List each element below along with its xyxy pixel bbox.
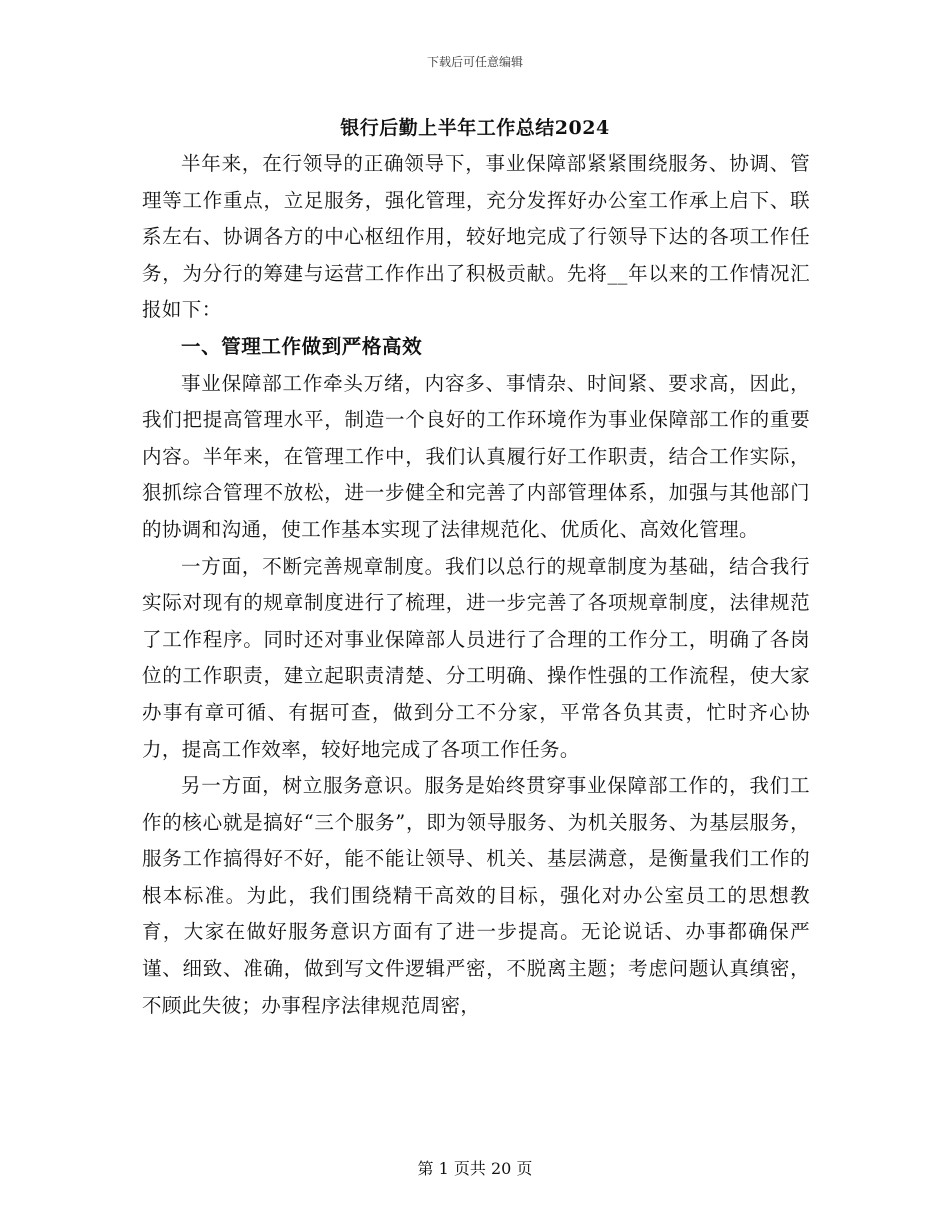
paragraph-management: 事业保障部工作牵头万绪，内容多、事情杂、时间紧、要求高，因此，我们把提高管理水平，制造一个良好的工作环境作为事业保障部工作的重要内容。半年来，在管理工作中，我们认真履行好工作职责，结合工作实际，狠抓综合管理不放松，进一步健全和完善了内部管理体系，加强与其他部门的协调和沟通，使工作基本实现了法律规范化、优质化、高效化管理。 bbox=[142, 371, 810, 541]
section-heading-1: 一、管理工作做到严格高效 bbox=[181, 334, 423, 358]
document-title: 银行后勤上半年工作总结2024 bbox=[340, 117, 610, 139]
paragraph-service: 另一方面，树立服务意识。服务是始终贯穿事业保障部工作的，我们工作的核心就是搞好“三个服务”，即为领导服务、为机关服务、为基层服务，服务工作搞得好不好，能不能让领导、机关、基层满意，是衡量我们工作的根本标准。为此，我们围绕精干高效的目标，强化对办公室员工的思想教育，大家在做好服务意识方面有了进一步提高。无论说话、办事都确保严谨、细致、准确，做到写文件逻辑严密，不脱离主题；考虑问题认真缜密，不顾此失彼；办事程序法律规范周密， bbox=[142, 774, 810, 1017]
intro-paragraph: 半年来，在行领导的正确领导下，事业保障部紧紧围绕服务、协调、管理等工作重点，立足服务，强化管理，充分发挥好办公室工作承上启下、联系左右、协调各方的中心枢纽作用，较好地完成了行领导下达的各项工作任务，为分行的筹建与运营工作作出了积极贡献。先将__年以来的工作情况汇报如下： bbox=[142, 152, 810, 322]
page-footer: 第 1 页共 20 页 bbox=[417, 1159, 533, 1178]
paragraph-rules: 一方面，不断完善规章制度。我们以总行的规章制度为基础，结合我行实际对现有的规章制度进行了梳理，进一步完善了各项规章制度，法律规范了工作程序。同时还对事业保障部人员进行了合理的工作分工，明确了各岗位的工作职责，建立起职责清楚、分工明确、操作性强的工作流程，使大家办事有章可循、有据可查，做到分工不分家，平常各负其责，忙时齐心协力，提高工作效率，较好地完成了各项工作任务。 bbox=[142, 554, 810, 761]
header-note: 下载后可任意编辑 bbox=[426, 55, 523, 69]
document-body bbox=[142, 146, 810, 1024]
